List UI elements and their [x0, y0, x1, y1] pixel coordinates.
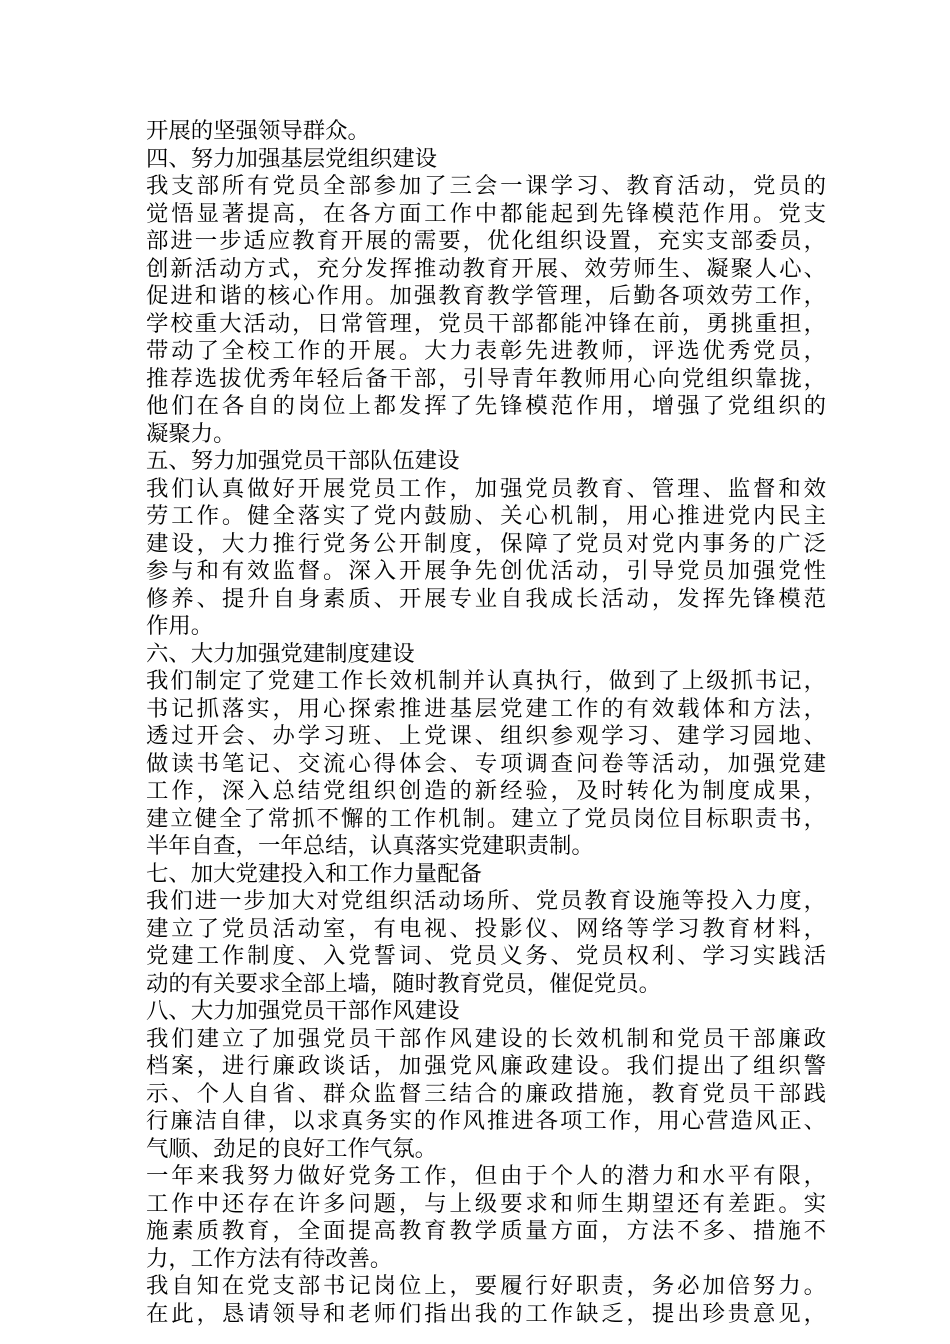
text-line: 在此，恳请领导和老师们指出我的工作缺乏，提出珍贵意见， — [146, 1300, 826, 1327]
text-line: 动的有关要求全部上墙，随时教育党员，催促党员。 — [146, 970, 661, 997]
text-line: 建立了党员活动室，有电视、投影仪、网络等学习教育材料， — [146, 915, 826, 942]
text-line: 半年自查，一年总结，认真落实党建职责制。 — [146, 833, 594, 859]
text-line: 我支部所有党员全部参加了三会一课学习、教育活动，党员的 — [146, 173, 826, 199]
text-line: 八、大力加强党员干部作风建设 — [146, 998, 460, 1024]
text-line: 我们建立了加强党员干部作风建设的长效机制和党员干部廉政 — [146, 1025, 826, 1052]
text-line: 觉悟显著提高，在各方面工作中都能起到先锋模范作用。党支 — [146, 200, 826, 227]
text-line: 推荐选拔优秀年轻后备干部，引导青年教师用心向党组织靠拢， — [146, 365, 826, 392]
text-line: 他们在各自的岗位上都发挥了先锋模范作用，增强了党组织的 — [146, 393, 826, 419]
text-line: 书记抓落实，用心探索推进基层党建工作的有效载体和方法， — [146, 695, 826, 722]
text-line: 我们进一步加大对党组织活动场所、党员教育设施等投入力度， — [146, 888, 826, 914]
text-line: 示、个人自省、群众监督三结合的廉政措施，教育党员干部践 — [146, 1080, 826, 1107]
text-line: 六、大力加强党建制度建设 — [146, 640, 415, 667]
text-line: 力，工作方法有待改善。 — [146, 1245, 393, 1272]
text-line: 带动了全校工作的开展。大力表彰先进教师，评选优秀党员， — [146, 338, 826, 364]
text-line: 部进一步适应教育开展的需要，优化组织设置，充实支部委员， — [146, 228, 826, 254]
text-line: 做读书笔记、交流心得体会、专项调查问卷等活动，加强党建 — [146, 750, 826, 777]
text-line: 四、努力加强基层党组织建设 — [146, 145, 438, 172]
text-line: 工作中还存在许多问题，与上级要求和师生期望还有差距。实 — [146, 1190, 826, 1217]
text-line: 行廉洁自律，以求真务实的作风推进各项工作，用心营造风正、 — [146, 1108, 826, 1134]
text-line: 开展的坚强领导群众。 — [146, 118, 370, 144]
text-line: 我自知在党支部书记岗位上，要履行好职责，务必加倍努力。 — [146, 1273, 826, 1299]
document-body — [146, 118, 826, 1328]
text-line: 参与和有效监督。深入开展争先创优活动，引导党员加强党性 — [146, 558, 826, 584]
text-line: 创新活动方式，充分发挥推动教育开展、效劳师生、凝聚人心、 — [146, 255, 826, 282]
text-line: 劳工作。健全落实了党内鼓励、关心机制，用心推进党内民主 — [146, 503, 826, 529]
text-line: 促进和谐的核心作用。加强教育教学管理，后勤各项效劳工作， — [146, 283, 826, 309]
text-line: 施素质教育，全面提高教育教学质量方面，方法不多、措施不 — [146, 1218, 826, 1244]
text-line: 学校重大活动，日常管理，党员干部都能冲锋在前，勇挑重担， — [146, 310, 826, 337]
text-line: 一年来我努力做好党务工作，但由于个人的潜力和水平有限， — [146, 1163, 826, 1189]
text-line: 党建工作制度、入党誓词、党员义务、党员权利、学习实践活 — [146, 943, 826, 969]
text-line: 五、努力加强党员干部队伍建设 — [146, 448, 460, 474]
text-line: 工作，深入总结党组织创造的新经验，及时转化为制度成果， — [146, 778, 826, 804]
text-line: 建设，大力推行党务公开制度，保障了党员对党内事务的广泛 — [146, 530, 826, 557]
text-line: 我们制定了党建工作长效机制并认真执行，做到了上级抓书记， — [146, 668, 826, 694]
text-line: 七、加大党建投入和工作力量配备 — [146, 860, 482, 887]
text-line: 我们认真做好开展党员工作，加强党员教育、管理、监督和效 — [146, 475, 826, 502]
text-line: 档案，进行廉政谈话，加强党风廉政建设。我们提出了组织警 — [146, 1053, 826, 1079]
text-line: 气顺、劲足的良好工作气氛。 — [146, 1135, 438, 1162]
text-line: 作用。 — [146, 613, 214, 639]
text-line: 修养、提升自身素质、开展专业自我成长活动，发挥先锋模范 — [146, 585, 826, 612]
text-line: 凝聚力。 — [146, 420, 236, 447]
text-line: 建立健全了常抓不懈的工作机制。建立了党员岗位目标职责书， — [146, 805, 826, 832]
text-line: 透过开会、办学习班、上党课、组织参观学习、建学习园地、 — [146, 723, 826, 749]
